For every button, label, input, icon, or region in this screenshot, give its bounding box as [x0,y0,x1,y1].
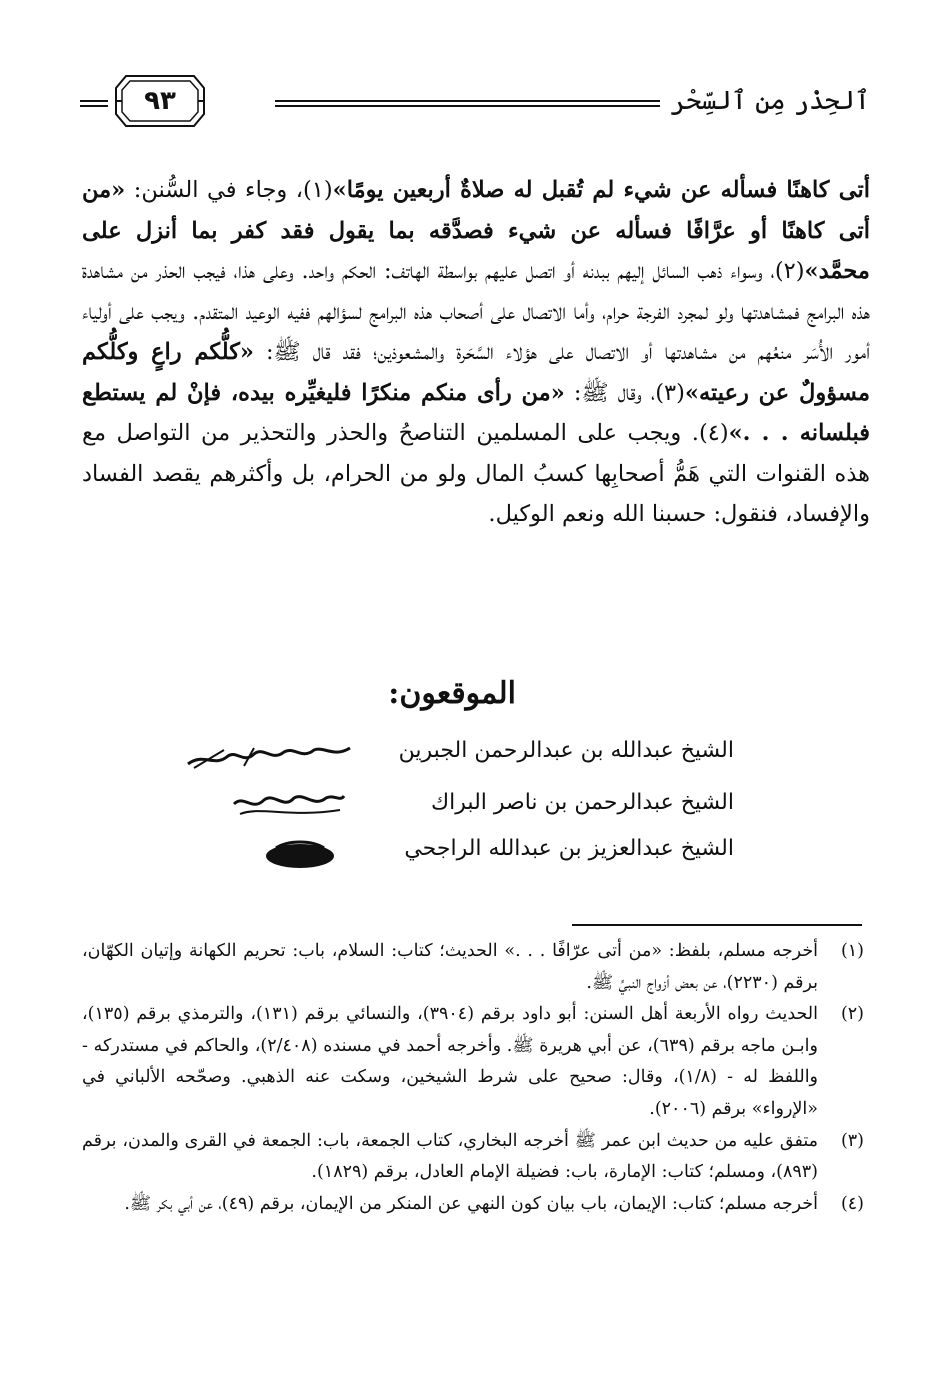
footnote-number: (١) [840,941,864,961]
page-header [80,72,870,134]
body-paragraph [82,170,870,535]
hadith-quote: «كلُّكم راعٍ وكلُّكم مسؤولٌ عن رعيته» [82,339,870,406]
header-rule [80,100,108,107]
footnote [82,1126,864,1189]
signature-icon [184,742,354,776]
signatory-name: الشيخ عبدالرحمن بن ناصر البراك [431,790,734,815]
main-text [82,170,870,535]
footnote-number: (٣) [840,1130,864,1151]
signatory-name: الشيخ عبدالعزيز بن عبدالله الراجحي [404,836,734,861]
footnote [82,1189,864,1221]
footnote-text: متفق عليه من حديث ابن عمر ﷺ أخرجه البخاري، كتاب الجمعة، باب: الجمعة في القرى والمدن، برقم (٨٩٣)، ومسلم؛ كتاب: الإمارة، باب: فضيلة الإمام العادل، برقم (١٨٢٩). [82,1130,818,1183]
page-number: ٩٣ [144,86,176,116]
body-text-run: (٢)، وسواء ذهب السائل إليهم ببدنه أو اتصل عليهم بواسطة الهاتف: الحكم واحد. وعلى هذا، فيجب الحذر من مشاهدة هذه البرامج فمشاهدتها ولو لمجرد الفرجة حرام، وأما الاتصال على أصحاب هذه البرامج لسؤالهم ففيه الوعيد المتقدم. ويجب على أولياء أمور الأُسَر منعُهم من مشاهدتها أو الاتصال على هؤلاء السَّحَرة والمشعوذين؛ فقد قال ﷺ: [82,258,870,365]
footnotes [82,936,864,1220]
header-rule [275,100,660,107]
footnote-text: أخرجه مسلم، بلفظ: «من أتى عرّافًا . . .» الحديث؛ كتاب: السلام، باب: تحريم الكهانة وإتيان الكهّان، برقم (٢٢٣٠)، عن بعض أزواج النبيِّ ﷺ. [82,941,818,993]
body-text-run: (٤). ويجب على المسلمين التناصحُ والحذر والتحذير من التواصل مع هذه القنوات التي هَمُّ أصحابِها كسبُ المال ولو من الحرام، بل وأكثرهم يقصد الفساد والإفساد، فنقول: حسبنا الله ونعم الوكيل. [82,420,870,527]
hadith-quote: أتى كاهنًا فسأله عن شيء لم تُقبل له صلاةٌ أربعين يومًا» [332,177,870,203]
footnote-separator [572,924,862,926]
hadith-quote: «من رأى منكم منكرًا فليغيِّره بيده، فإنْ لم يستطع فبلسانه . . .» [82,379,870,446]
body-text-run: (٣)، وقال ﷺ: [564,379,685,406]
body-text-run: (١)، وجاء في السُّنن: [125,177,333,203]
book-title: ٱلحِذْر مِن ٱلسِّحْر [670,86,870,116]
footnote-text: أخرجه مسلم؛ كتاب: الإيمان، باب بيان كون النهي عن المنكر من الإيمان، برقم (٤٩)، عن أبي بكر ﷺ. [124,1193,818,1214]
footnote-text: الحديث رواه الأربعة أهل السنن: أبو داود برقم (٣٩٠٤)، والنسائي برقم (١٣١)، والترمذي برقم (١٣٥)، وابـن ماجه برقم (٦٣٩)، عن أبي هريرة ﷺ. وأخرجه أحمد في مسنده (٢/٤٠٨)، والحاكم في مستدركه - واللفظ له - (١/٨)، وقال: صحيح على شرط الشيخين، وسكت عنه الذهبي. وصحّحه الألباني في «الإرواء» برقم (٢٠٠٦). [82,1004,819,1119]
signature-icon [262,838,338,874]
footnote-number: (٢) [840,1004,864,1025]
footnote-number: (٤) [840,1193,864,1214]
footnote [82,936,864,999]
hadith-quote: «من أتى كاهنًا أو عرَّافًا فسأله عن شيء فصدَّقه بما يقول فقد كفر بما أنزل على محمَّد» [82,177,870,284]
footnote [82,999,864,1125]
signature-icon [230,790,348,824]
page-number-frame [114,74,206,128]
signatories-heading: الموقعون: [388,676,516,711]
signatory-name: الشيخ عبدالله بن عبدالرحمن الجبرين [398,738,734,763]
